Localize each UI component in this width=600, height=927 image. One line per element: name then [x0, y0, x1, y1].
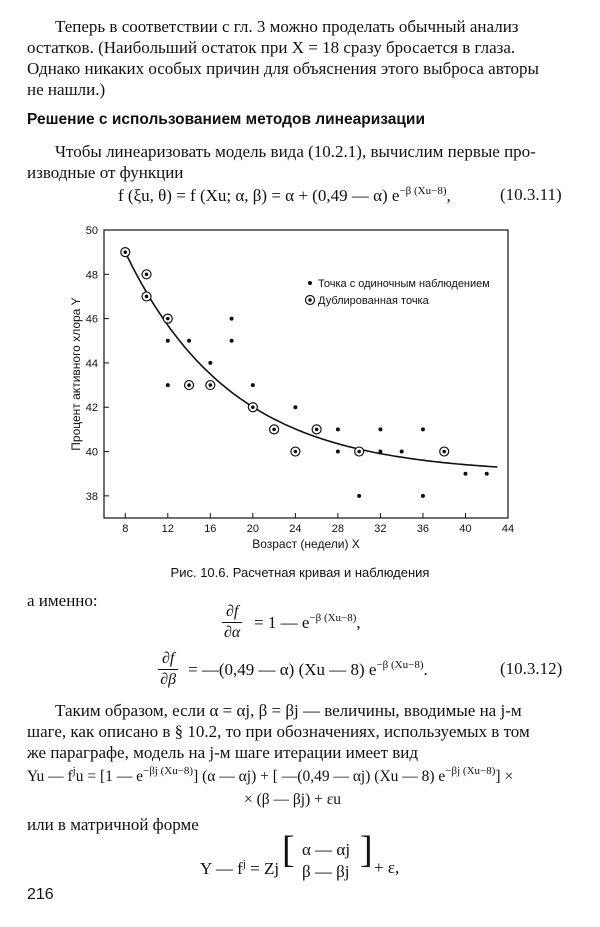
legend-duplicate-label: Дублированная точка — [318, 295, 429, 307]
label-namely — [27, 590, 575, 611]
x-tick-label: 16 — [204, 523, 217, 535]
x-tick-label: 36 — [416, 523, 430, 535]
single-observation-point — [485, 472, 489, 476]
equation-exponent: j — [242, 858, 246, 870]
equation-text: Yu — f — [27, 768, 73, 785]
equation-tail: . — [423, 660, 428, 679]
single-observation-point — [336, 450, 340, 454]
x-tick-label: 32 — [374, 523, 387, 535]
text-line: остатков. (Наибольший остаток при X = 18 сразу бросается в глаза. — [27, 38, 516, 57]
text-line: шаге, как описано в § 10.2, то при обозначениях, используемых в том — [27, 722, 530, 741]
single-observation-point — [421, 494, 425, 498]
y-axis-label: Процент активного хлора Y — [69, 297, 83, 451]
text-line: Чтобы линеаризовать модель вида (10.2.1), вычислим первые про- — [55, 142, 536, 161]
equation-iteration-line1 — [27, 765, 513, 786]
x-tick-label: 24 — [289, 523, 302, 535]
x-tick-label: 40 — [459, 523, 472, 535]
duplicate-observation-point-center — [145, 273, 149, 277]
legend-duplicate-marker-dot — [308, 298, 312, 302]
fraction-numerator: ∂f — [222, 603, 242, 623]
figure-caption: Рис. 10.6. Расчетная кривая и наблюдения — [170, 565, 430, 580]
single-observation-point — [166, 383, 170, 387]
y-axis — [86, 225, 109, 503]
single-observation-point — [166, 339, 170, 343]
x-tick-label: 28 — [331, 523, 345, 535]
single-observation-point — [378, 450, 382, 454]
duplicate-observation-point-center — [315, 428, 319, 432]
fraction-numerator: ∂f — [158, 650, 178, 670]
equation-exponent: −βj (Xu−8) — [445, 765, 496, 777]
equation-exponent: −β (Xu−8) — [376, 659, 424, 671]
equation-tail: , — [446, 186, 451, 205]
section-heading: Решение с использованием методов линеаризации — [27, 111, 425, 128]
text-line: Теперь в соответствии с гл. 3 можно проделать обычный анализ — [55, 17, 519, 36]
duplicate-observation-point-center — [294, 450, 298, 454]
equation-text: Y — f — [200, 859, 243, 878]
matrix-row: α — αj — [302, 840, 351, 859]
x-tick-label: 44 — [501, 523, 515, 535]
fraction-denominator: ∂β — [160, 671, 177, 688]
text-line: а именно: — [27, 591, 98, 610]
equation-number: (10.3.11) — [500, 185, 562, 204]
x-tick-label: 8 — [122, 523, 129, 535]
duplicate-observation-point-center — [166, 317, 170, 321]
single-observation-point — [357, 494, 361, 498]
derivative-alpha-rhs — [254, 612, 361, 633]
duplicate-observation-point-center — [251, 405, 255, 409]
duplicate-observation-point-center — [442, 450, 446, 454]
derivative-beta-rhs — [188, 659, 428, 680]
single-observation-point — [421, 427, 425, 431]
equation-exponent: −β (Xu−8) — [399, 185, 447, 197]
duplicate-observation-point-center — [272, 428, 276, 432]
legend-single-label: Точка с одиночным наблюдением — [318, 278, 490, 290]
single-observation-point — [463, 472, 467, 476]
y-tick-label: 46 — [85, 313, 98, 326]
text-line: же параграфе, модель на j-м шаге итерации имеет вид — [27, 743, 419, 762]
equation-matrix-tail: + ε, — [374, 858, 400, 877]
derivative-beta-fraction — [158, 650, 178, 689]
y-tick-label: 38 — [85, 490, 98, 503]
fraction-denominator: ∂α — [224, 624, 241, 641]
x-tick-label: 12 — [161, 523, 174, 535]
equation-matrix — [200, 858, 279, 898]
single-observation-point — [336, 427, 340, 431]
equation-exponent: −β (Xu−8) — [309, 612, 357, 624]
single-observation-point — [230, 339, 234, 343]
y-tick-label: 50 — [85, 225, 98, 237]
equation-iteration-line2: × (β — βj) + εu — [244, 791, 342, 808]
page-number: 216 — [27, 886, 54, 903]
equation-text: u = [1 — e — [75, 768, 143, 785]
left-bracket: [ — [282, 829, 295, 871]
single-observation-point — [251, 383, 255, 387]
equation-text: f (ξu, θ) = f (Xu; α, β) = α + (0,49 — α) e — [118, 186, 400, 205]
x-axis — [122, 513, 514, 535]
equation-exponent: −βj (Xu−8) — [143, 765, 194, 777]
equation-text: ] (α — αj) + [ —(0,49 — αj) (Xu — 8) e — [193, 768, 446, 785]
single-observation-point — [230, 317, 234, 321]
single-observation-point — [293, 405, 297, 409]
right-bracket: ] — [360, 829, 373, 871]
legend-single-marker — [308, 281, 312, 285]
equation-number: (10.3.12) — [500, 659, 563, 678]
equation-text: = —(0,49 — α) (Xu — 8) e — [188, 660, 377, 679]
matrix-row: β — βj — [302, 862, 350, 881]
label-matrix-form — [27, 814, 575, 835]
equation-exponent: j — [72, 765, 76, 777]
y-tick-label: 44 — [85, 357, 98, 370]
single-observation-point — [208, 361, 212, 365]
x-axis-label: Возраст (недели) X — [252, 537, 360, 551]
equation-text: ] × — [495, 768, 514, 785]
single-observation-point — [378, 427, 382, 431]
y-tick-label: 42 — [85, 402, 98, 415]
single-observation-point — [187, 339, 191, 343]
duplicate-observation-point-center — [123, 250, 127, 254]
derivative-alpha-fraction — [222, 603, 242, 642]
duplicate-observation-point-center — [145, 295, 149, 299]
text-line: Таким образом, если α = αj, β = βj — величины, вводимые на j-м — [55, 701, 522, 720]
text-line: изводные от функции — [27, 163, 184, 182]
text-line: Однако никаких особых причин для объяснения этого выброса авторы — [27, 59, 539, 78]
duplicate-observation-point-center — [209, 383, 213, 387]
legend — [306, 278, 490, 307]
equation-tail: , — [356, 613, 361, 632]
duplicate-observation-point-center — [357, 450, 361, 454]
text-line: или в матричной форме — [27, 815, 199, 834]
text-line: не нашли.) — [27, 80, 106, 99]
single-observation-point — [400, 450, 404, 454]
plot-area-frame — [104, 230, 508, 518]
duplicate-observation-point-center — [187, 383, 191, 387]
y-tick-label: 48 — [85, 269, 98, 282]
y-tick-label: 40 — [85, 446, 98, 459]
x-tick-label: 20 — [246, 523, 259, 535]
iteration-paragraph — [27, 700, 575, 763]
equation-text: = Zj — [250, 859, 280, 878]
equation-text: = 1 — e — [254, 613, 310, 632]
